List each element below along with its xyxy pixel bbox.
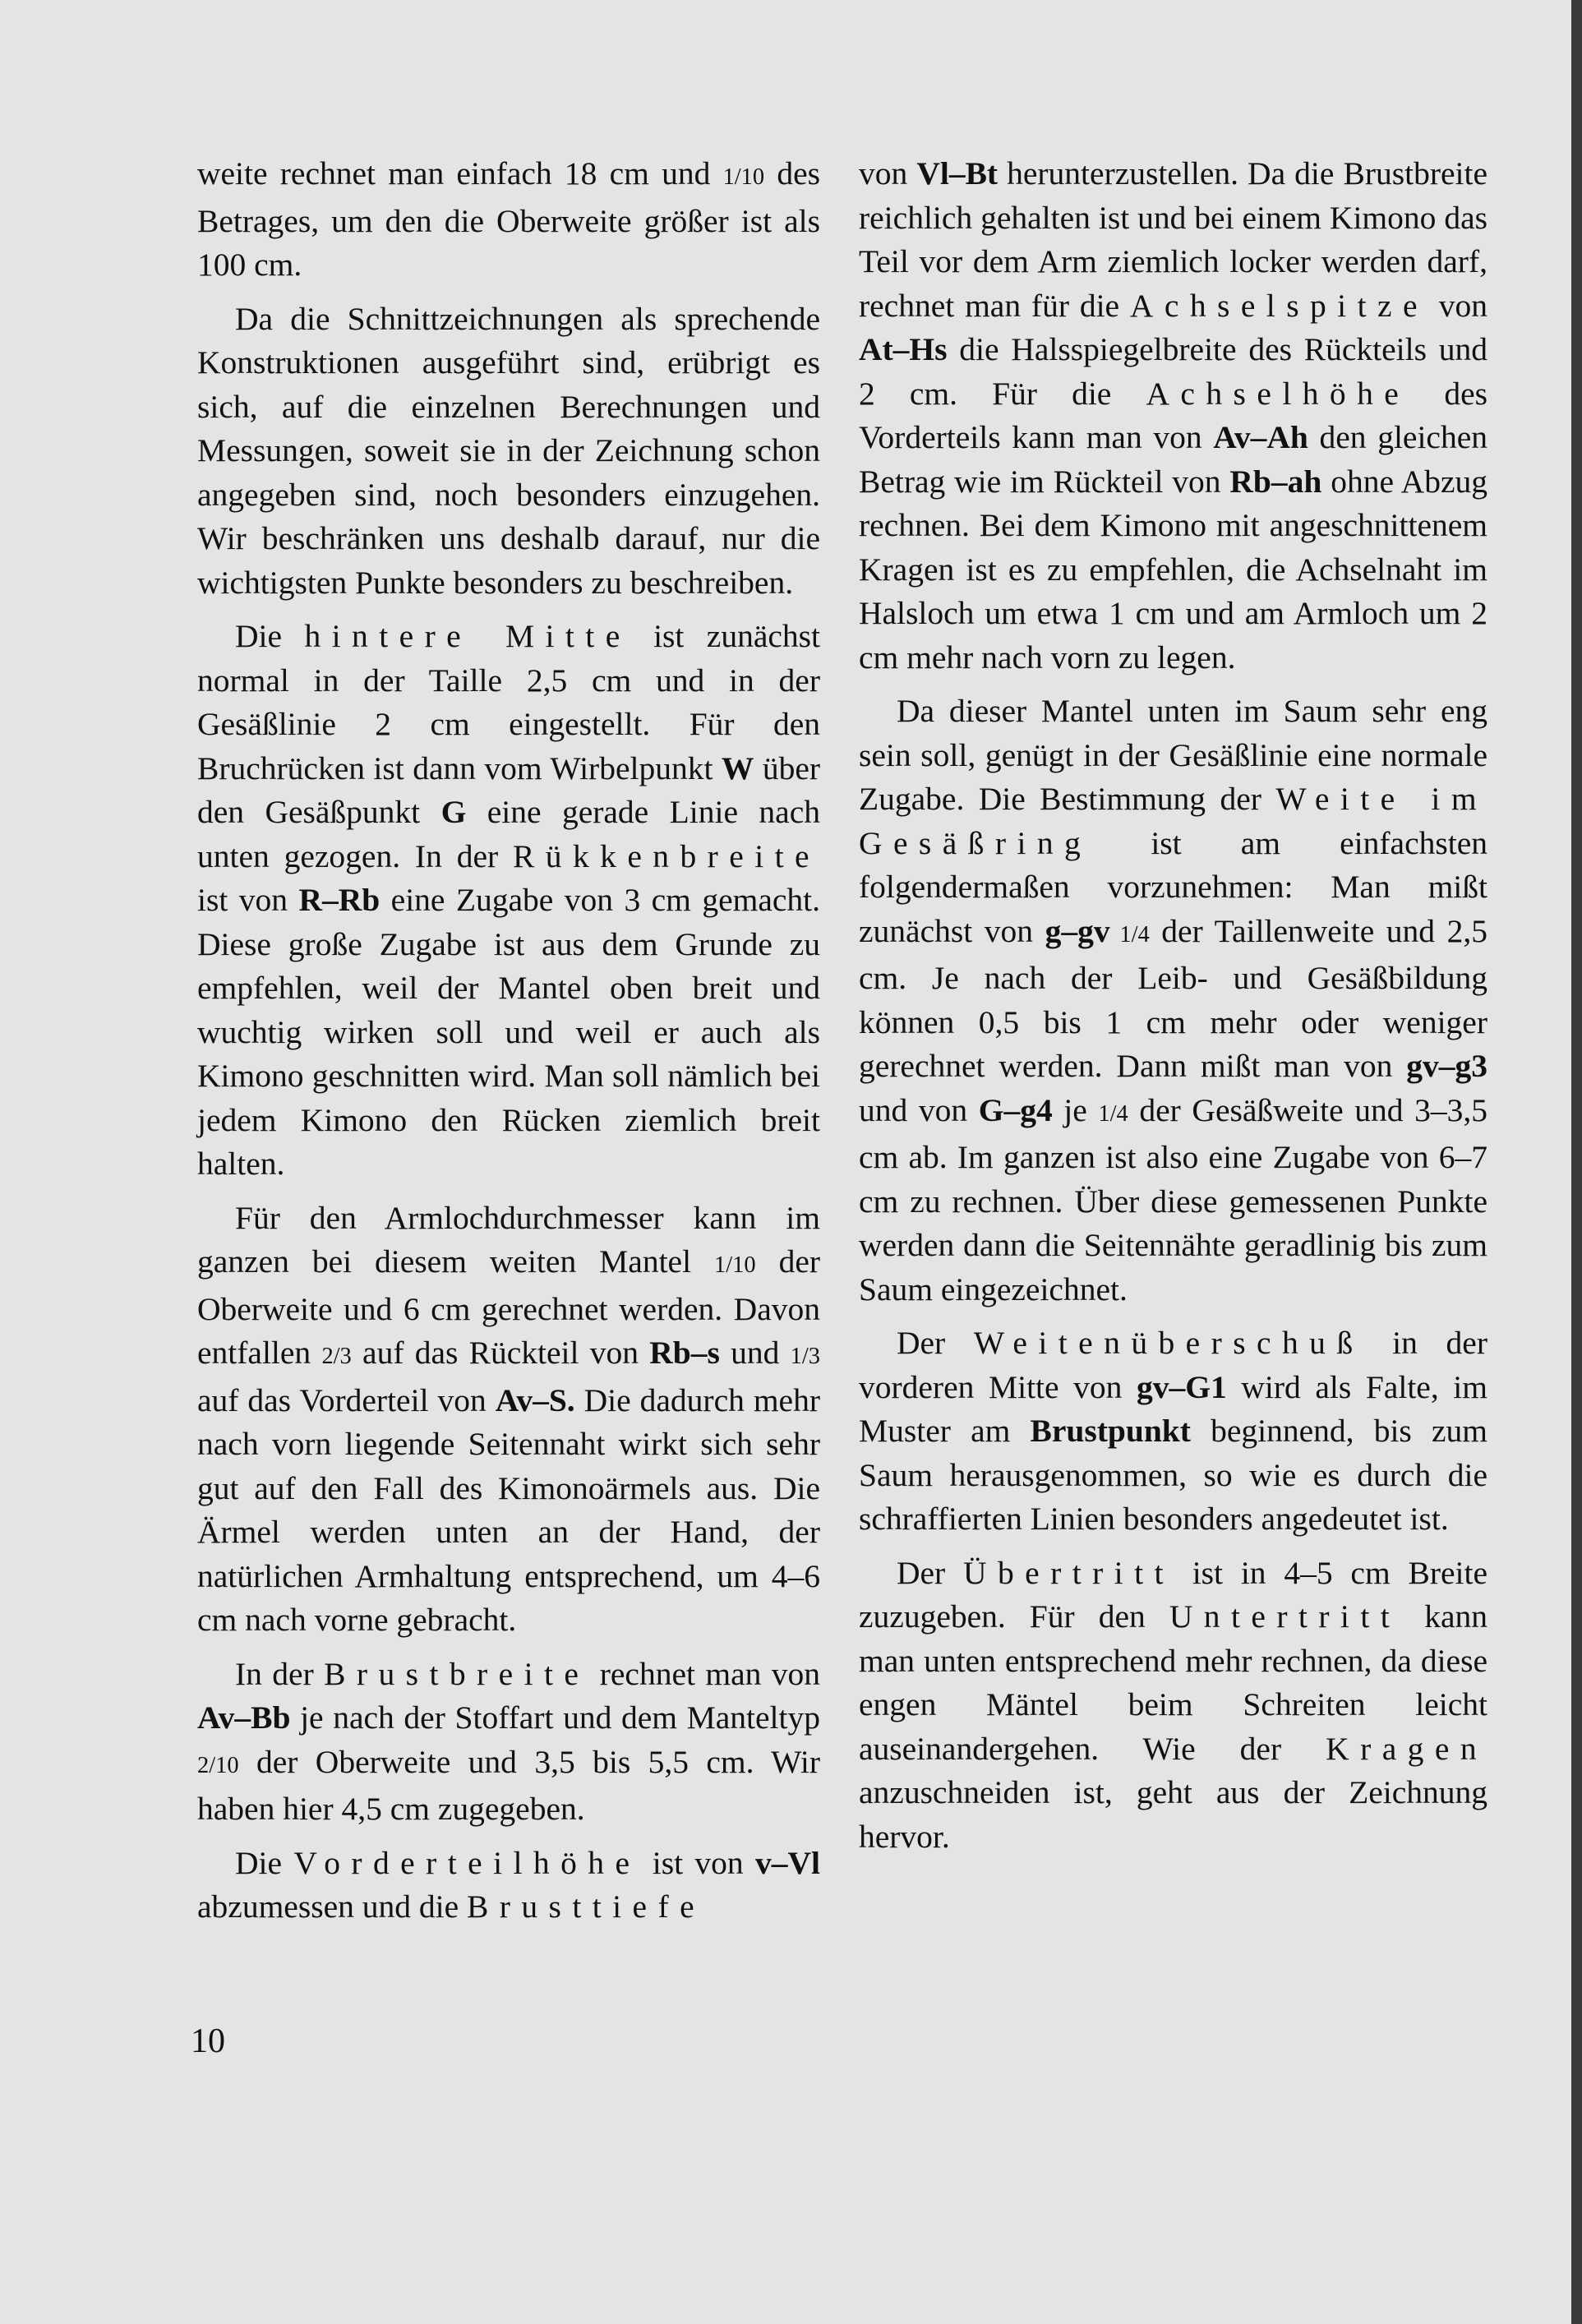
text: den gleichen Betrag wie im Rückteil von xyxy=(859,419,1487,500)
paragraph xyxy=(859,152,1487,680)
text: über den Gesäßpunkt xyxy=(197,749,820,830)
right-column xyxy=(859,152,1487,1869)
text: ohne Abzug rechnen. Bei dem Kimono mit angeschnittenem Kragen ist es zu empfehlen, die Achselnaht im Halsloch um etwa 1 cm und am Armloch um 2 cm mehr nach vorn zu legen. xyxy=(859,463,1487,676)
fraction: 2/10 xyxy=(197,1752,239,1778)
spaced-term: Untertritt xyxy=(1169,1598,1401,1635)
text: ist am einfachsten folgendermaßen vorzunehmen: Man mißt zunächst von xyxy=(859,824,1487,949)
text: der Oberweite und 6 cm gerechnet werden. Davon entfallen xyxy=(197,1243,821,1371)
spaced-term: Achselhöhe xyxy=(1146,375,1410,412)
text: anzuschneiden ist, geht aus der Zeichnung hervor. xyxy=(859,1774,1487,1855)
text: Da die Schnittzeichnungen als sprechende Konstruktionen ausgeführt sind, erübrigt es sich, auf die einzelnen Berechnungen und Messungen, soweit sie in der Zeichnung schon angegeben sind, noch besonders einzugehen. Wir beschränken uns deshalb darauf, nur die wichtigsten Punkte besonders zu beschreiben. xyxy=(197,300,820,601)
spaced-term: Übertritt xyxy=(963,1554,1174,1591)
text: der Taillenweite und 2,5 cm. Je nach der Leib- und Gesäßbildung können 0,5 bis 1 cm mehr oder weniger gerechnet werden. Dann mißt man von xyxy=(859,912,1487,1084)
text: Die xyxy=(235,1844,294,1881)
point-label: Av–S. xyxy=(495,1381,575,1418)
paragraph xyxy=(197,615,820,1187)
text: ist zunächst normal in der Taille 2,5 cm und in der Gesäßlinie 2 cm eingestellt. Für den Bruchrücken ist dann vom Wirbelpunkt xyxy=(197,618,820,786)
text: Für den Armlochdurchmesser kann im ganzen bei diesem weiten Mantel xyxy=(197,1199,820,1280)
point-label: Vl–Bt xyxy=(916,155,999,191)
text: der Gesäßweite und 3–3,5 cm ab. Im ganzen ist also eine Zugabe von 6–7 cm zu rechnen. Über diese gemessenen Punkte werden dann die Seitennähte geradlinig bis zum Saum eingezeichnet. xyxy=(859,1091,1487,1307)
page-edge-shadow xyxy=(1571,0,1582,2324)
text: in der vorderen Mitte von xyxy=(859,1325,1487,1405)
fraction: 1/4 xyxy=(1109,921,1150,948)
point-label: G xyxy=(440,794,467,830)
text: auf das Vorderteil von xyxy=(197,1381,496,1418)
paragraph xyxy=(197,1653,820,1832)
text: von xyxy=(859,155,917,191)
spaced-term: Kragen xyxy=(1326,1730,1487,1767)
spaced-term: hintere Mitte xyxy=(304,618,631,654)
text: je xyxy=(1052,1091,1099,1128)
text: Der xyxy=(897,1554,964,1591)
fraction: 1/3 xyxy=(790,1344,820,1369)
text: weite rechnet man einfach 18 cm und xyxy=(197,155,723,191)
point-label: g–gv xyxy=(1045,912,1110,949)
text: Die dadurch mehr nach vorn liegende Seitennaht wirkt sich sehr gut auf den Fall des Kimonoärmels aus. Die Ärmel werden unten an der Hand, der natürlichen Armhaltung entsprechend, um 4–6 cm nach vorne gebracht. xyxy=(197,1381,820,1638)
text: und xyxy=(719,1335,791,1371)
paragraph xyxy=(197,1197,820,1643)
paragraph xyxy=(859,1321,1487,1542)
point-label: G–g4 xyxy=(978,1091,1053,1128)
point-label: Av–Bb xyxy=(197,1699,291,1736)
spaced-term: Brustbreite xyxy=(324,1655,590,1692)
point-label: Brustpunkt xyxy=(1030,1413,1191,1449)
left-column xyxy=(197,152,820,1939)
point-label: Rb–s xyxy=(649,1335,720,1371)
page-number: 10 xyxy=(191,2022,225,2060)
fraction: 1/4 xyxy=(1098,1100,1128,1127)
text: rechnet man von xyxy=(589,1655,820,1692)
text: die Halsspiegelbreite des Rückteils und 2 cm. Für die xyxy=(859,331,1487,412)
text: Die xyxy=(235,618,305,654)
text: von xyxy=(1427,287,1487,324)
text: ist von xyxy=(640,1844,755,1881)
text: eine gerade Linie nach unten gezogen. In der xyxy=(197,794,820,874)
spaced-term: Vorderteilhöhe xyxy=(293,1844,641,1881)
point-label: gv–g3 xyxy=(1406,1048,1487,1084)
text: abzumessen und die xyxy=(197,1888,467,1925)
point-label: At–Hs xyxy=(859,331,948,367)
spaced-term: Rükkenbreite xyxy=(513,837,820,874)
text: des Betrages, um den die Oberweite größer ist als 100 cm. xyxy=(197,155,821,283)
text: ist in 4–5 cm Breite zuzugeben. Für den xyxy=(859,1554,1487,1635)
text: herunterzustellen. Da die Brustbreite reichlich gehalten ist und bei einem Kimono das Teil vor dem Arm ziemlich locker werden darf, rechnet man für die xyxy=(859,155,1487,324)
spaced-term: Weitenüberschuß xyxy=(973,1325,1364,1361)
paragraph xyxy=(197,1842,820,1930)
text: kann man unten entsprechend mehr rechnen, da diese engen Mäntel beim Schreiten leicht auseinandergehen. Wie der xyxy=(859,1598,1487,1767)
point-label: Av–Ah xyxy=(1213,419,1308,455)
text: Der xyxy=(897,1325,974,1361)
point-label: v–Vl xyxy=(755,1844,820,1881)
point-label: W xyxy=(721,749,754,786)
text: der Oberweite und 3,5 bis 5,5 cm. Wir haben hier 4,5 cm zugegeben. xyxy=(197,1743,820,1827)
point-label: Rb–ah xyxy=(1229,463,1322,500)
fraction: 1/10 xyxy=(722,164,765,190)
fraction: 1/10 xyxy=(714,1252,756,1278)
text: wird als Falte, im Muster am xyxy=(859,1368,1487,1449)
paragraph xyxy=(859,1552,1487,1860)
point-label: R–Rb xyxy=(298,882,381,918)
text: beginnend, bis zum Saum herausgenommen, so wie es durch die schraffierten Linien besonders angedeutet ist. xyxy=(859,1413,1487,1537)
text: In der xyxy=(235,1655,325,1692)
text: ist von xyxy=(197,882,299,918)
paragraph xyxy=(859,689,1487,1312)
fraction: 2/3 xyxy=(321,1344,352,1369)
text: auf das Rückteil von xyxy=(351,1335,650,1371)
text: des Vorderteils kann man von xyxy=(859,375,1487,455)
paragraph xyxy=(197,297,820,606)
text: je nach der Stoffart und dem Manteltyp xyxy=(290,1699,820,1736)
point-label: gv–G1 xyxy=(1137,1368,1227,1405)
text: Da dieser Mantel unten im Saum sehr eng sein soll, genügt in der Gesäßlinie eine normale Zugabe. Die Bestimmung der xyxy=(859,693,1487,817)
spaced-term: Brusttiefe xyxy=(466,1888,706,1925)
spaced-term: Achselspitze xyxy=(1129,287,1428,324)
paragraph xyxy=(197,152,820,288)
spaced-term: Weite im Gesäßring xyxy=(859,781,1487,861)
text: eine Zugabe von 3 cm gemacht. Diese große Zugabe ist aus dem Grunde zu empfehlen, weil der Mantel oben breit und wuchtig wirken soll und weil er auch als Kimono geschnitten wird. Man soll nämlich bei jedem Kimono den Rücken ziemlich breit halten. xyxy=(197,882,820,1182)
text: und von xyxy=(859,1091,979,1128)
